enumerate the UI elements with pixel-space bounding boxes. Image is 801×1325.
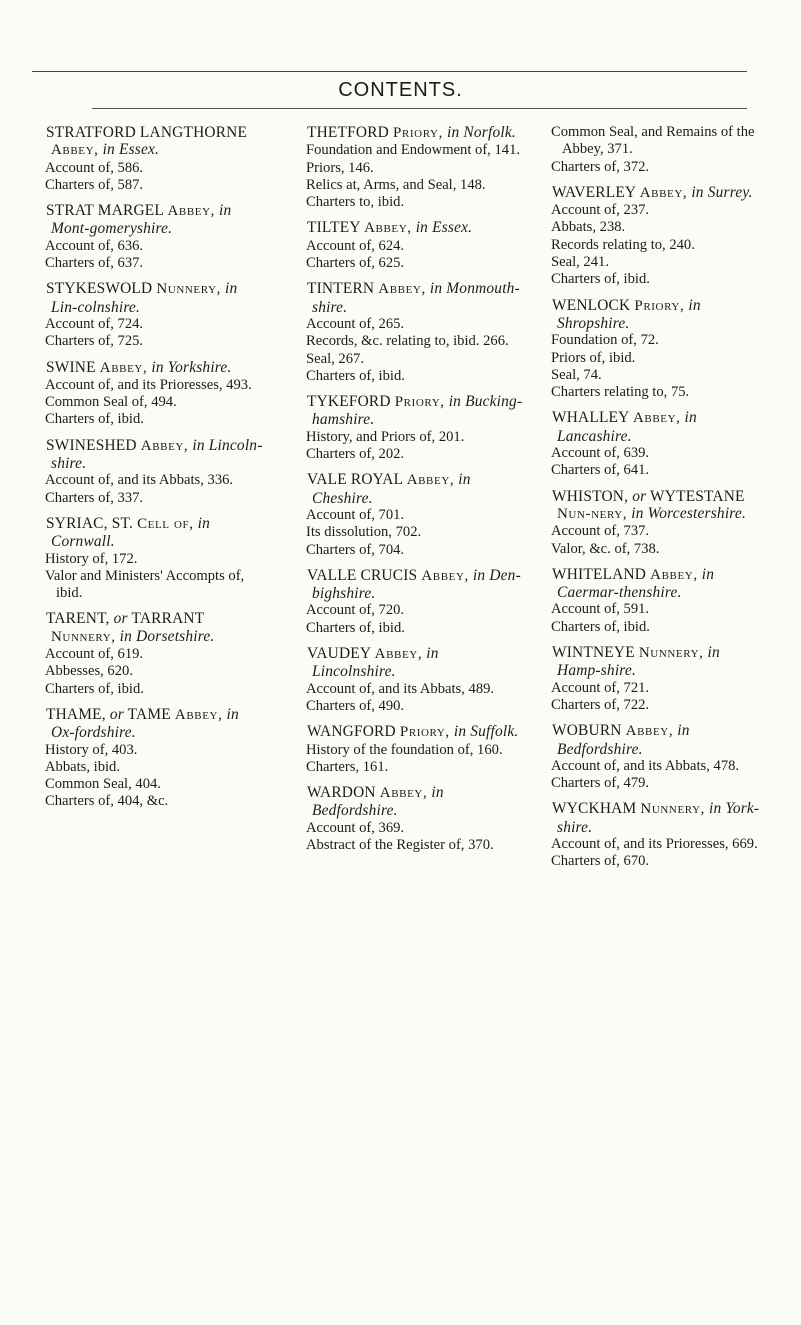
index-entry: [296, 393, 526, 463]
heading-kind: Nunnery,: [156, 281, 221, 298]
entry-subline: Charters of, 641.: [551, 462, 650, 479]
heading-kind: Abbey,: [421, 567, 469, 584]
heading-pl: or: [113, 610, 128, 628]
entry-subline: Charters of, ibid.: [551, 618, 650, 635]
entry-subline: Abbats, 238.: [551, 219, 626, 236]
heading-kind: Abbey,: [379, 785, 428, 802]
heading-pl: in Lincolnshire.: [312, 645, 439, 681]
entry-heading: [35, 202, 265, 238]
heading-kind: Nunnery,: [638, 645, 704, 662]
entry-subline: Abbats, ibid.: [45, 758, 120, 775]
heading-name: STYKESWOLD: [46, 280, 157, 298]
entry-subline: Common Seal, 404.: [45, 776, 161, 793]
heading-name: THAME,: [46, 705, 110, 723]
entry-subline: Charters of, ibid.: [45, 411, 144, 428]
heading-name: WAVERLEY: [552, 183, 640, 201]
entry-heading: [541, 566, 766, 602]
index-entry: [35, 202, 265, 272]
index-entry: [35, 437, 265, 507]
heading-pl: in Caermar-thenshire.: [557, 565, 715, 602]
entry-subline: Charters relating to, 75.: [551, 384, 690, 401]
top-rule: [32, 71, 747, 72]
entry-heading: [296, 471, 526, 507]
entry-subline: Charters of, 625.: [306, 255, 405, 272]
index-entry: [541, 488, 766, 558]
heading-kind: Abbey,: [650, 566, 698, 583]
heading-pl: in Suffolk.: [449, 723, 519, 741]
heading-pl: in Bucking-hamshire.: [312, 393, 523, 429]
index-column-1: [35, 124, 265, 819]
entry-heading: [296, 280, 526, 316]
entry-heading: [296, 645, 526, 681]
heading-name: WYCKHAM: [552, 800, 641, 818]
entry-subline: Charters to, ibid.: [306, 194, 405, 211]
heading-pl: in Bedfordshire.: [557, 722, 690, 758]
index-entry: [296, 645, 526, 715]
heading-pl: in Essex.: [411, 219, 473, 237]
entry-subline: Records relating to, 240.: [551, 236, 695, 253]
heading-kind: Abbey,: [378, 281, 426, 298]
index-entry: [296, 219, 526, 272]
heading-kind: Priory,: [394, 394, 445, 411]
entry-subline: Account of, 636.: [45, 237, 144, 254]
entry-subline: Charters of, 704.: [306, 541, 405, 558]
heading-name: SWINESHED: [46, 436, 141, 454]
heading-kind: Nunnery,: [640, 801, 705, 818]
entry-subline: Priors of, ibid.: [551, 349, 636, 366]
heading-pl: in Yorkshire.: [147, 358, 232, 376]
entry-heading: [35, 280, 265, 316]
entry-subline: Valor, &c. of, 738.: [551, 540, 660, 557]
heading-rule: [92, 108, 747, 109]
entry-subline: Account of, and its Prioresses, 493.: [45, 376, 252, 393]
entry-subline: Valor and Ministers' Accompts of, ibid.: [45, 567, 245, 602]
index-entry: [35, 610, 265, 697]
entry-heading: [541, 644, 766, 680]
heading-name: THETFORD: [307, 124, 394, 141]
index-entry: [541, 297, 766, 402]
entry-heading: [296, 567, 526, 603]
heading-name: WYTESTANE: [646, 487, 745, 505]
entry-subline: Foundation of, 72.: [551, 332, 659, 349]
heading-pl: in Den-bighshire.: [312, 566, 521, 603]
entry-subline: Charters of, 337.: [45, 489, 144, 506]
heading-pl: in Worcestershire.: [627, 504, 746, 522]
index-entry: [541, 644, 766, 714]
entry-subline: Charters of, 722.: [551, 696, 650, 713]
entry-subline: Charters of, 670.: [551, 853, 650, 870]
heading-kind: Nunnery,: [51, 628, 116, 645]
heading-name: WHITELAND: [552, 565, 651, 583]
heading-kind: Abbey,: [364, 220, 412, 237]
entry-subline: Account of, 237.: [551, 202, 650, 219]
heading-name: TARRANT: [127, 610, 205, 628]
heading-name: WANGFORD: [307, 723, 400, 741]
index-entry: [35, 124, 265, 194]
heading-pl: or: [109, 705, 124, 723]
entry-heading: [35, 515, 265, 551]
heading-name: TARENT,: [46, 610, 114, 628]
heading-kind: Abbey,: [51, 142, 99, 159]
entry-subline: Account of, and its Abbats, 336.: [45, 472, 234, 489]
heading-pl: in Bedfordshire.: [312, 784, 444, 820]
heading-kind: Priory,: [393, 125, 443, 141]
heading-kind: Priory,: [399, 724, 450, 741]
entry-subline: Account of, 639.: [551, 445, 650, 462]
entry-subline: Account of, 265.: [306, 315, 405, 332]
heading-pl: in Shropshire.: [557, 296, 701, 332]
entry-heading: [35, 437, 265, 473]
heading-pl: in Cornwall.: [51, 514, 211, 551]
entry-subline: Charters of, ibid.: [551, 271, 650, 288]
heading-pl: in Cheshire.: [312, 471, 471, 507]
entry-subline: Charters of, 637.: [45, 255, 144, 272]
heading-name: SYRIAC, ST.: [46, 514, 138, 532]
entry-heading: [541, 297, 766, 333]
entry-subline: Charters of, 479.: [551, 775, 650, 792]
page-title: CONTENTS.: [338, 79, 463, 101]
heading-name: VAUDEY: [307, 645, 375, 663]
index-entry: [541, 184, 766, 289]
entry-subline: Account of, 369.: [306, 819, 405, 836]
heading-pl: in Monmouth-shire.: [312, 280, 520, 316]
entry-subline: Account of, 721.: [551, 679, 650, 696]
index-column-2: [296, 124, 526, 862]
entry-heading: [35, 706, 265, 742]
heading-pl: in Mont-gomeryshire.: [51, 202, 232, 238]
entry-subline: Seal, 74.: [551, 366, 602, 383]
heading-pl: in Dorsetshire.: [115, 627, 215, 645]
entry-subline: Charters of, 490.: [306, 697, 405, 714]
heading-name: TYKEFORD: [307, 393, 395, 411]
entry-subline: Foundation and Endowment of, 141.: [306, 142, 521, 159]
entry-subline: Charters of, 404, &c.: [45, 793, 169, 810]
entry-subline: Account of, 619.: [45, 646, 144, 663]
entry-subline: Account of, 737.: [551, 523, 650, 540]
index-entry: [296, 471, 526, 558]
heading-kind: Abbey,: [374, 646, 423, 663]
heading-pl: or: [632, 487, 647, 505]
heading-kind: Abbey,: [167, 203, 215, 220]
heading-pl: in York-shire.: [557, 800, 760, 836]
entry-subline: History of, 403.: [45, 741, 138, 758]
entry-subline: Relics at, Arms, and Seal, 148.: [306, 176, 486, 193]
heading-name: WINTNEYE: [552, 644, 639, 662]
heading-kind: Abbey,: [140, 437, 189, 454]
entry-subline: Account of, 701.: [306, 506, 405, 523]
index-entry: [296, 124, 526, 211]
entry-subline: Charters of, 202.: [306, 446, 405, 463]
entry-heading: [296, 124, 526, 142]
entry-subline: Common Seal, and Remains of the Abbey, 371.: [551, 124, 755, 158]
heading-name: TILTEY: [307, 219, 365, 237]
heading-kind: Abbey,: [99, 359, 148, 376]
entry-heading: [35, 124, 265, 160]
index-entry: [35, 515, 265, 602]
heading-name: STRAT MARGEL: [46, 202, 168, 220]
heading-kind: Abbey,: [639, 184, 688, 201]
entry-subline: Account of, and its Abbats, 489.: [306, 680, 495, 697]
index-entry: [541, 409, 766, 479]
heading-pl: in Surrey.: [687, 183, 753, 201]
heading-pl: in Norfolk.: [442, 124, 516, 141]
index-entry: [296, 723, 526, 776]
entry-heading: [35, 359, 265, 377]
entry-heading: [541, 184, 766, 202]
entry-subline: Charters of, 372.: [551, 158, 650, 175]
entry-subline: Records, &c. relating to, ibid. 266.: [306, 333, 509, 350]
entry-subline: Charters of, ibid.: [45, 680, 144, 697]
heading-name: WENLOCK: [552, 296, 635, 314]
entry-heading: [296, 784, 526, 820]
heading-pl: in Lancashire.: [557, 409, 697, 445]
heading-name: TINTERN: [307, 280, 379, 298]
heading-name: TAME: [123, 705, 175, 723]
heading-pl: in Lincoln-shire.: [51, 436, 263, 473]
index-entry: [296, 784, 526, 854]
entry-heading: [541, 488, 766, 524]
entry-subline: Abstract of the Register of, 370.: [306, 836, 494, 853]
heading-pl: Essex.: [119, 141, 160, 159]
heading-kind: Nun-nery,: [557, 505, 628, 522]
entry-subline: Account of, and its Prioresses, 669.: [551, 835, 758, 852]
entry-heading: [296, 219, 526, 237]
entry-heading: [541, 722, 766, 758]
entry-subline: Common Seal of, 494.: [45, 394, 177, 411]
heading-name: VALLE CRUCIS: [307, 566, 422, 584]
heading-kind: Abbey,: [174, 706, 223, 723]
entry-subline: Charters of, ibid.: [306, 619, 405, 636]
entry-heading: [35, 610, 265, 646]
heading-name: WHALLEY: [552, 409, 633, 427]
index-entry: [296, 280, 526, 385]
entry-heading: [296, 393, 526, 429]
heading-kind: Cell of,: [137, 515, 194, 532]
heading-kind: Priory,: [634, 297, 685, 314]
entry-subline: Account of, 624.: [306, 237, 405, 254]
heading-pl: in Lin-colnshire.: [51, 280, 238, 316]
index-entry: [35, 359, 265, 429]
entry-subline: Charters, 161.: [306, 758, 389, 775]
entry-subline: Account of, and its Abbats, 478.: [551, 757, 740, 774]
index-column-3: [541, 124, 766, 879]
index-entry: [541, 124, 766, 176]
heading-name: STRATFORD LANGTHORNE: [46, 124, 248, 141]
entry-subline: Charters of, 725.: [45, 333, 144, 350]
heading-kind: Abbey,: [406, 472, 455, 489]
entry-subline: History, and Priors of, 201.: [306, 428, 465, 445]
heading-pl: in Ox-fordshire.: [51, 705, 239, 742]
entry-subline: Account of, 720.: [306, 602, 405, 619]
entry-subline: Abbesses, 620.: [45, 663, 133, 680]
index-entry: [35, 280, 265, 350]
heading-name: WHISTON,: [552, 487, 633, 505]
entry-subline: Priors, 146.: [306, 159, 374, 176]
entry-subline: Account of, 724.: [45, 315, 144, 332]
entry-subline: Account of, 591.: [551, 601, 650, 618]
index-entry: [35, 706, 265, 811]
entry-subline: Account of, 586.: [45, 159, 144, 176]
heading-name: VALE ROYAL: [307, 471, 407, 489]
entry-subline: Charters of, 587.: [45, 176, 144, 193]
entry-subline: Seal, 241.: [551, 254, 609, 271]
entry-heading: [541, 800, 766, 836]
index-entry: [296, 567, 526, 637]
entry-heading: [541, 409, 766, 445]
entry-subline: History of, 172.: [45, 550, 138, 567]
heading-kind: Abbey,: [625, 723, 674, 740]
heading-pl: in Hamp-shire.: [557, 644, 720, 680]
index-entry: [541, 566, 766, 636]
heading-kind: Abbey,: [632, 410, 681, 427]
entry-subline: History of the foundation of, 160.: [306, 741, 503, 758]
entry-subline: Charters of, ibid.: [306, 367, 405, 384]
heading-pl: in: [98, 141, 119, 159]
heading-name: SWINE: [46, 358, 100, 376]
entry-heading: [296, 723, 526, 741]
heading-name: WOBURN: [552, 722, 626, 740]
entry-subline: Seal, 267.: [306, 350, 364, 367]
entry-subline: Its dissolution, 702.: [306, 524, 422, 541]
index-entry: [541, 722, 766, 792]
heading-name: WARDON: [307, 784, 380, 802]
index-entry: [541, 800, 766, 870]
